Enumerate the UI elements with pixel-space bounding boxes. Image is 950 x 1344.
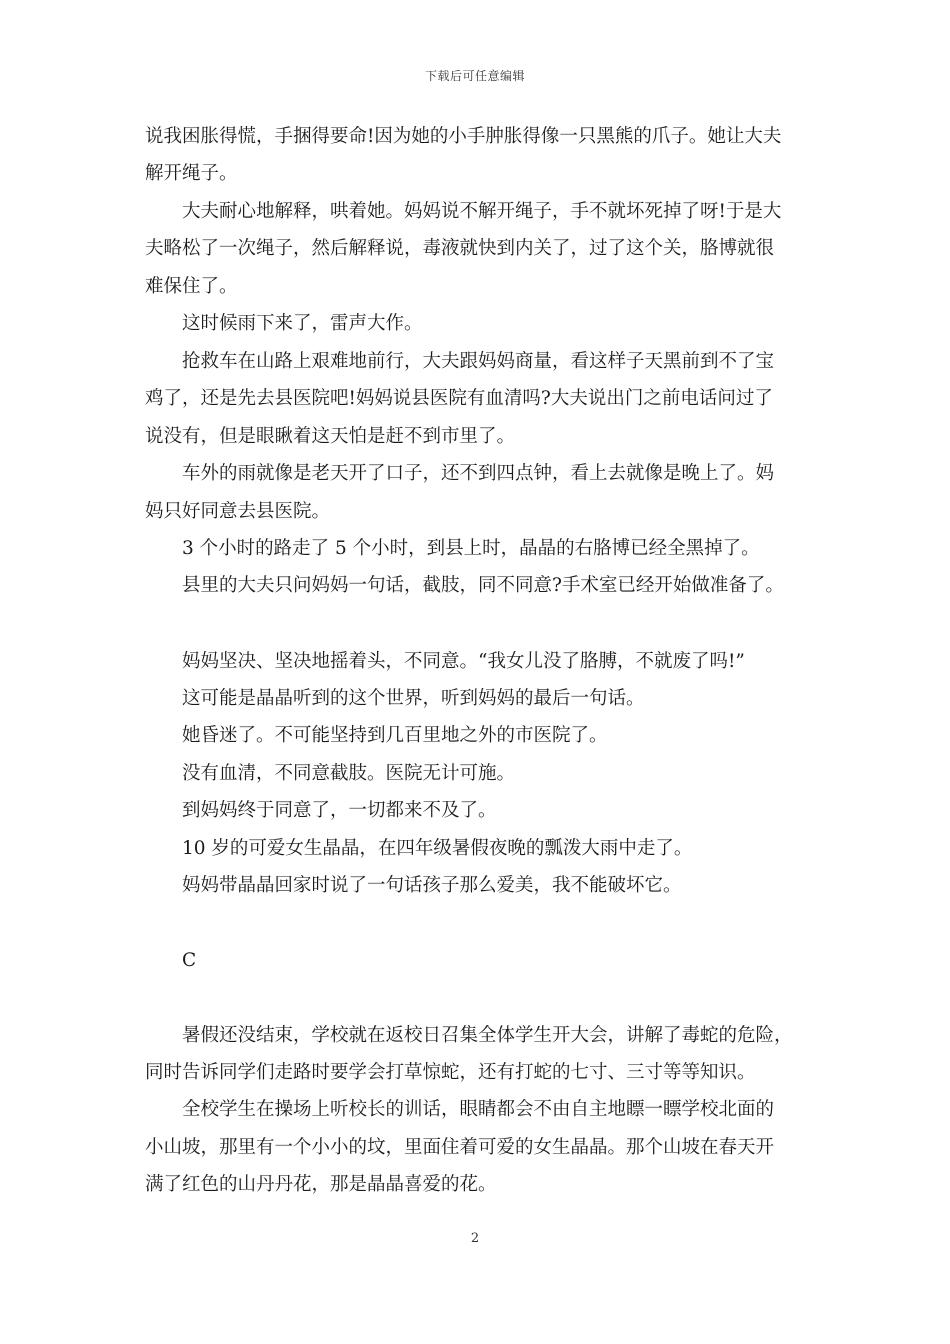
text-line: 夫略松了一次绳子，然后解释说，毒液就快到内关了，过了这个关，胳博就很 <box>145 238 775 259</box>
text-line: 全校学生在操场上听校长的训话，眼睛都会不由自主地瞟一瞟学校北面的 <box>182 1099 775 1120</box>
page-number: 2 <box>470 1231 480 1246</box>
text-line: 小山坡，那里有一个小小的坟，里面住着可爱的女生晶晶。那个山坡在春天开 <box>145 1137 775 1158</box>
text-line: 妈妈带晶晶回家时说了一句话孩子那么爱美，我不能破坏它。 <box>182 875 682 896</box>
text-line: 3 个小时的路走了 5 个小时，到县上时，晶晶的右胳博已经全黑掉了。 <box>182 538 760 559</box>
text-line: 到妈妈终于同意了，一切都来不及了。 <box>182 800 497 821</box>
text-line: 大夫耐心地解释，哄着她。妈妈说不解开绳子，手不就坏死掉了呀!于是大 <box>182 201 782 222</box>
text-line: 难保住了。 <box>145 276 238 297</box>
text-line: 她昏迷了。不可能坚持到几百里地之外的市医院了。 <box>182 725 608 746</box>
text-line: 车外的雨就像是老天开了口子，还不到四点钟，看上去就像是晚上了。妈 <box>182 463 775 484</box>
text-line: 这可能是晶晶听到的这个世界，听到妈妈的最后一句话。 <box>182 688 645 709</box>
text-line: 鸡了，还是先去县医院吧!妈妈说县医院有血清吗?大夫说出门之前电话问过了 <box>145 388 773 409</box>
text-line: 10 岁的可爱女生晶晶，在四年级暑假夜晚的瓢泼大雨中走了。 <box>182 838 693 859</box>
text-line: 妈妈坚决、坚决地摇着头，不同意。“我女儿没了胳膊，不就废了吗!” <box>182 651 745 672</box>
text-line: 满了红色的山丹丹花，那是晶晶喜爱的花。 <box>145 1174 497 1195</box>
text-line: 这时候雨下来了，雷声大作。 <box>182 313 423 334</box>
text-line: 同时告诉同学们走路时要学会打草惊蛇，还有打蛇的七寸、三寸等等知识。 <box>145 1062 756 1083</box>
text-line: 解开绳子。 <box>145 163 238 184</box>
text-line: 抢救车在山路上艰难地前行，大夫跟妈妈商量，看这样子天黑前到不了宝 <box>182 351 775 372</box>
text-line: 县里的大夫只问妈妈一句话，截肢，同不同意?手术室已经开始做准备了。 <box>182 575 784 596</box>
text-line: 妈只好同意去县医院。 <box>145 501 331 522</box>
text-line: 说我困胀得慌，手捆得要命!因为她的小手肿胀得像一只黑熊的爪子。她让大夫 <box>145 126 782 147</box>
page-header: 下载后可任意编辑 <box>424 69 525 83</box>
text-line: 说没有，但是眼瞅着这天怕是赶不到市里了。 <box>145 426 516 447</box>
text-line: 暑假还没结束，学校就在返校日召集全体学生开大会，讲解了毒蛇的危险， <box>182 1025 793 1046</box>
text-line: 没有血清，不同意截肢。医院无计可施。 <box>182 763 516 784</box>
section-heading: C <box>182 950 197 971</box>
